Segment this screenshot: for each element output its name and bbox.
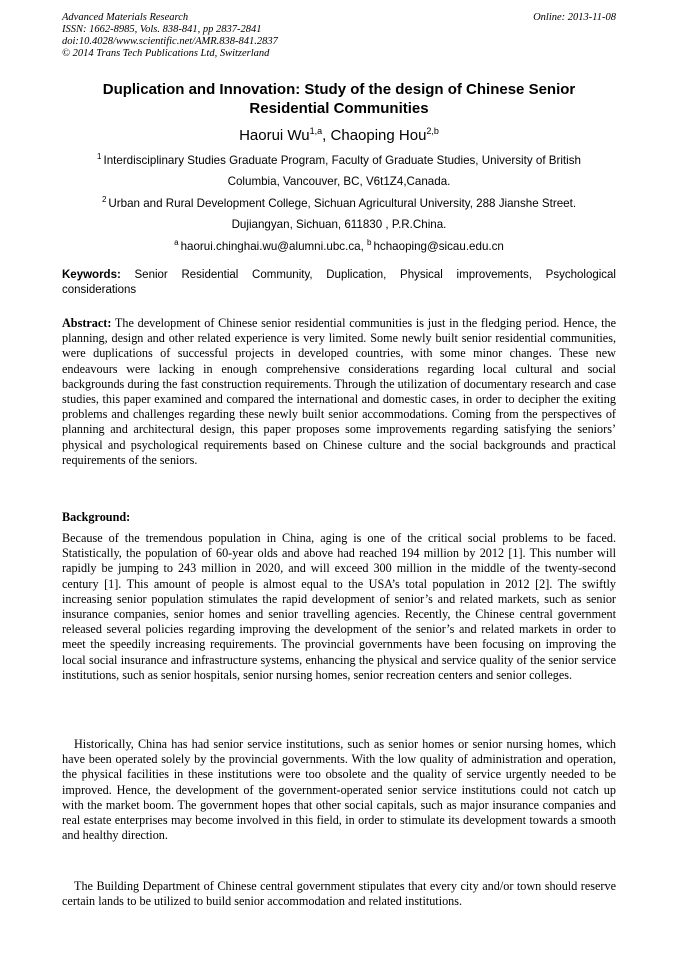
background-paragraph-2: Historically, China has had senior service institutions, such as senior homes or senior nursing homes, which have been operated solely by the provincial governments. With the low quality of administration and operation, the physical facilities in these institutions were too obsolete and the quality of service urgently needed to be improved. Hence, the development of the government-operated senior service institutions could not catch up with the market boom. The government hopes that other social capitals, such as major insurance companies and real estate enterprises may become involved in this field, in order to stimulate its development towards a smooth and healthy direction. bbox=[62, 737, 616, 843]
email-a: haorui.chinghai.wu@alumni.ubc.ca bbox=[180, 240, 361, 253]
email-b-sup: b bbox=[367, 238, 372, 247]
journal-name: Advanced Materials Research bbox=[62, 12, 189, 23]
affiliation-1-line-1: Interdisciplinary Studies Graduate Program, Faculty of Graduate Studies, University of British bbox=[103, 154, 581, 167]
online-date: Online: 2013-11-08 bbox=[533, 12, 616, 23]
author-list bbox=[62, 121, 616, 146]
author-2-sup: 2,b bbox=[426, 126, 439, 136]
copyright-line: © 2014 Trans Tech Publications Ltd, Switzerland bbox=[62, 48, 270, 59]
affiliation-2-sup: 2 bbox=[101, 195, 107, 204]
affiliation-2-line-1: Urban and Rural Development College, Sichuan Agricultural University, 288 Jianshe Street. bbox=[108, 197, 577, 210]
author-1-name: Haorui Wu bbox=[239, 127, 310, 144]
email-b: hchaoping@sicau.edu.cn bbox=[373, 240, 504, 253]
abstract-label: Abstract: bbox=[62, 316, 112, 330]
keywords bbox=[62, 268, 616, 298]
journal-header bbox=[62, 12, 616, 60]
email-separator: , bbox=[360, 240, 368, 253]
author-2-name: Chaoping Hou bbox=[330, 127, 427, 144]
background-paragraph-3: The Building Department of Chinese central government stipulates that every city and/or town should reserve certain lands to be utilized to build senior accommodation and related institutions. bbox=[62, 879, 616, 909]
title-line-1: Duplication and Innovation: Study of the design of Chinese Senior bbox=[102, 81, 576, 98]
keywords-text: Senior Residential Community, Duplication, Physical improvements, Psychological considerations bbox=[62, 269, 616, 296]
background-paragraph-1: Because of the tremendous population in China, aging is one of the critical social problems to be faced. Statistically, the population of 60-year olds and above had reached 194 million by 2012 [1]. This number will rapidly be jumping to 243 million in 2020, and will exceed 300 million in the middle of the twenty-second century [1]. This amount of people is almost equal to the USA’s total population in 2012 [2]. The swiftly increasing senior population stimulates the rapid development of senior’s and related markets, such as senior insurance companies, senior homes and senior travelling agencies. Recently, the Chinese central government released several policies regarding improving the development of the senior’s and related markets in order to meet the speedily increasing requirements. The provincial governments have been focusing on improving the local social insurance and infrastructure systems, enhancing the physical and service quality of the senior service institutions, such as senior hospitals, senior nursing homes, senior recreation centers and senior colleges. bbox=[62, 531, 616, 682]
title-line-2: Residential Communities bbox=[249, 100, 429, 117]
affiliation-2 bbox=[62, 189, 616, 235]
email-a-sup: a bbox=[174, 238, 179, 247]
background-heading: Background: bbox=[62, 510, 131, 524]
affiliation-1-sup: 1 bbox=[97, 152, 102, 161]
author-separator: , bbox=[322, 127, 331, 144]
affiliation-1-line-2: Columbia, Vancouver, BC, V6t1Z4,Canada. bbox=[227, 175, 451, 188]
author-emails bbox=[62, 232, 616, 257]
doi-line: doi:10.4028/www.scientific.net/AMR.838-841.2837 bbox=[62, 36, 278, 47]
author-1-sup: 1,a bbox=[309, 126, 323, 136]
affiliation-1 bbox=[62, 146, 616, 192]
keywords-label: Keywords: bbox=[62, 269, 121, 281]
abstract bbox=[62, 316, 616, 468]
abstract-text: The development of Chinese senior residential communities is just in the fledging period. Hence, the planning, design and other related experience is very limited. Some newly built senior residential communities, were duplications of successful projects in developed countries, with some minor changes. These new endeavours were lacking in enough comprehensive considerations regarding local cultural and social backgrounds during the fast construction requirements. Through the utilization of documentary research and case studies, this paper examined and compared the international and domestic cases, in order to decipher the exiting problems and challenges regarding these newly built senior accommodations. Coming from the perspectives of planning and architectural design, this paper proposes some improvements regarding satisfying the seniors’ physical and psychological requirements based on Chinese culture and the social backgrounds and practical requirements of the seniors. bbox=[62, 316, 616, 467]
issn-line: ISSN: 1662-8985, Vols. 838-841, pp 2837-2841 bbox=[62, 24, 262, 35]
paper-title bbox=[62, 80, 616, 118]
affiliation-2-line-2: Dujiangyan, Sichuan, 611830 , P.R.China. bbox=[231, 218, 447, 231]
